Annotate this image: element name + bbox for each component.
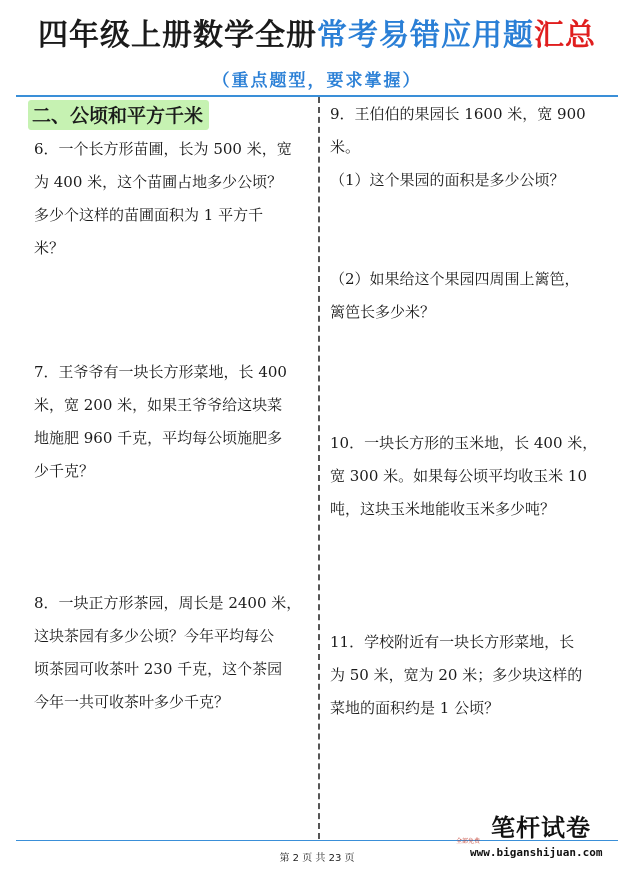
question-line: 米。 bbox=[330, 138, 361, 156]
question-11 bbox=[330, 626, 608, 725]
question-line: （1）这个果园的面积是多少公顷？ bbox=[330, 171, 565, 189]
question-10 bbox=[330, 427, 608, 526]
question-line: 8．一块正方形茶园，周长是 2400 米， bbox=[34, 594, 302, 612]
question-line: 宽 300 米。如果每公顷平均收玉米 10 bbox=[330, 467, 588, 485]
question-6 bbox=[34, 133, 306, 265]
question-line: 7．王爷爷有一块长方形菜地，长 400 bbox=[34, 363, 287, 381]
question-line: 多少个这样的苗圃面积为 1 平方千 bbox=[34, 206, 264, 224]
question-8 bbox=[34, 587, 306, 719]
question-line: 米？ bbox=[34, 239, 65, 257]
title-part-red: 汇总 bbox=[534, 18, 596, 53]
question-line: 今年一共可收茶叶多少千克？ bbox=[34, 693, 230, 711]
question-line: 这块茶园有多少公顷？今年平均每公 bbox=[34, 627, 275, 645]
question-line: 米，宽 200 米，如果王爷爷给这块菜 bbox=[34, 396, 283, 414]
question-9 bbox=[330, 98, 608, 197]
question-line: 9．王伯伯的果园长 1600 米，宽 900 bbox=[330, 105, 586, 123]
question-9-part-2 bbox=[330, 263, 608, 329]
brand-name: 笔杆试卷 bbox=[491, 814, 591, 842]
question-line: 吨，这块玉米地能收玉米多少吨？ bbox=[330, 500, 556, 518]
title-part-blue: 常考易错应用题 bbox=[317, 18, 534, 53]
section-heading: 二、公顷和平方千米 bbox=[28, 100, 209, 130]
brand-tag: 全部免费 bbox=[456, 838, 481, 845]
page-title bbox=[0, 10, 634, 54]
question-line: 10．一块长方形的玉米地，长 400 米， bbox=[330, 434, 598, 452]
question-line: 11．学校附近有一块长方形菜地，长 bbox=[330, 633, 575, 651]
title-part-black: 四年级上册数学全册 bbox=[38, 18, 317, 53]
question-line: 6．一个长方形苗圃，长为 500 米，宽 bbox=[34, 140, 292, 158]
question-line: 少千克？ bbox=[34, 462, 95, 480]
page-subtitle: （重点题型，要求掌握） bbox=[212, 71, 422, 91]
question-line: 为 400 米，这个苗圃占地多少公顷？ bbox=[34, 173, 283, 191]
question-line: 菜地的面积约是 1 公顷？ bbox=[330, 699, 500, 717]
question-line: 篱笆长多少米？ bbox=[330, 303, 436, 321]
question-line: 地施肥 960 千克，平均每公顷施肥多 bbox=[34, 429, 283, 447]
question-line: 顷茶园可收茶叶 230 千克，这个茶园 bbox=[34, 660, 283, 678]
brand-url[interactable]: www.biganshijuan.com bbox=[470, 846, 603, 859]
column-divider bbox=[318, 97, 320, 839]
question-line: 为 50 米，宽为 20 米；多少块这样的 bbox=[330, 666, 583, 684]
question-7 bbox=[34, 356, 306, 488]
header-divider bbox=[16, 95, 618, 97]
page-number: 第 2 页 共 23 页 bbox=[279, 853, 355, 864]
question-line: （2）如果给这个果园四周围上篱笆， bbox=[330, 270, 580, 288]
